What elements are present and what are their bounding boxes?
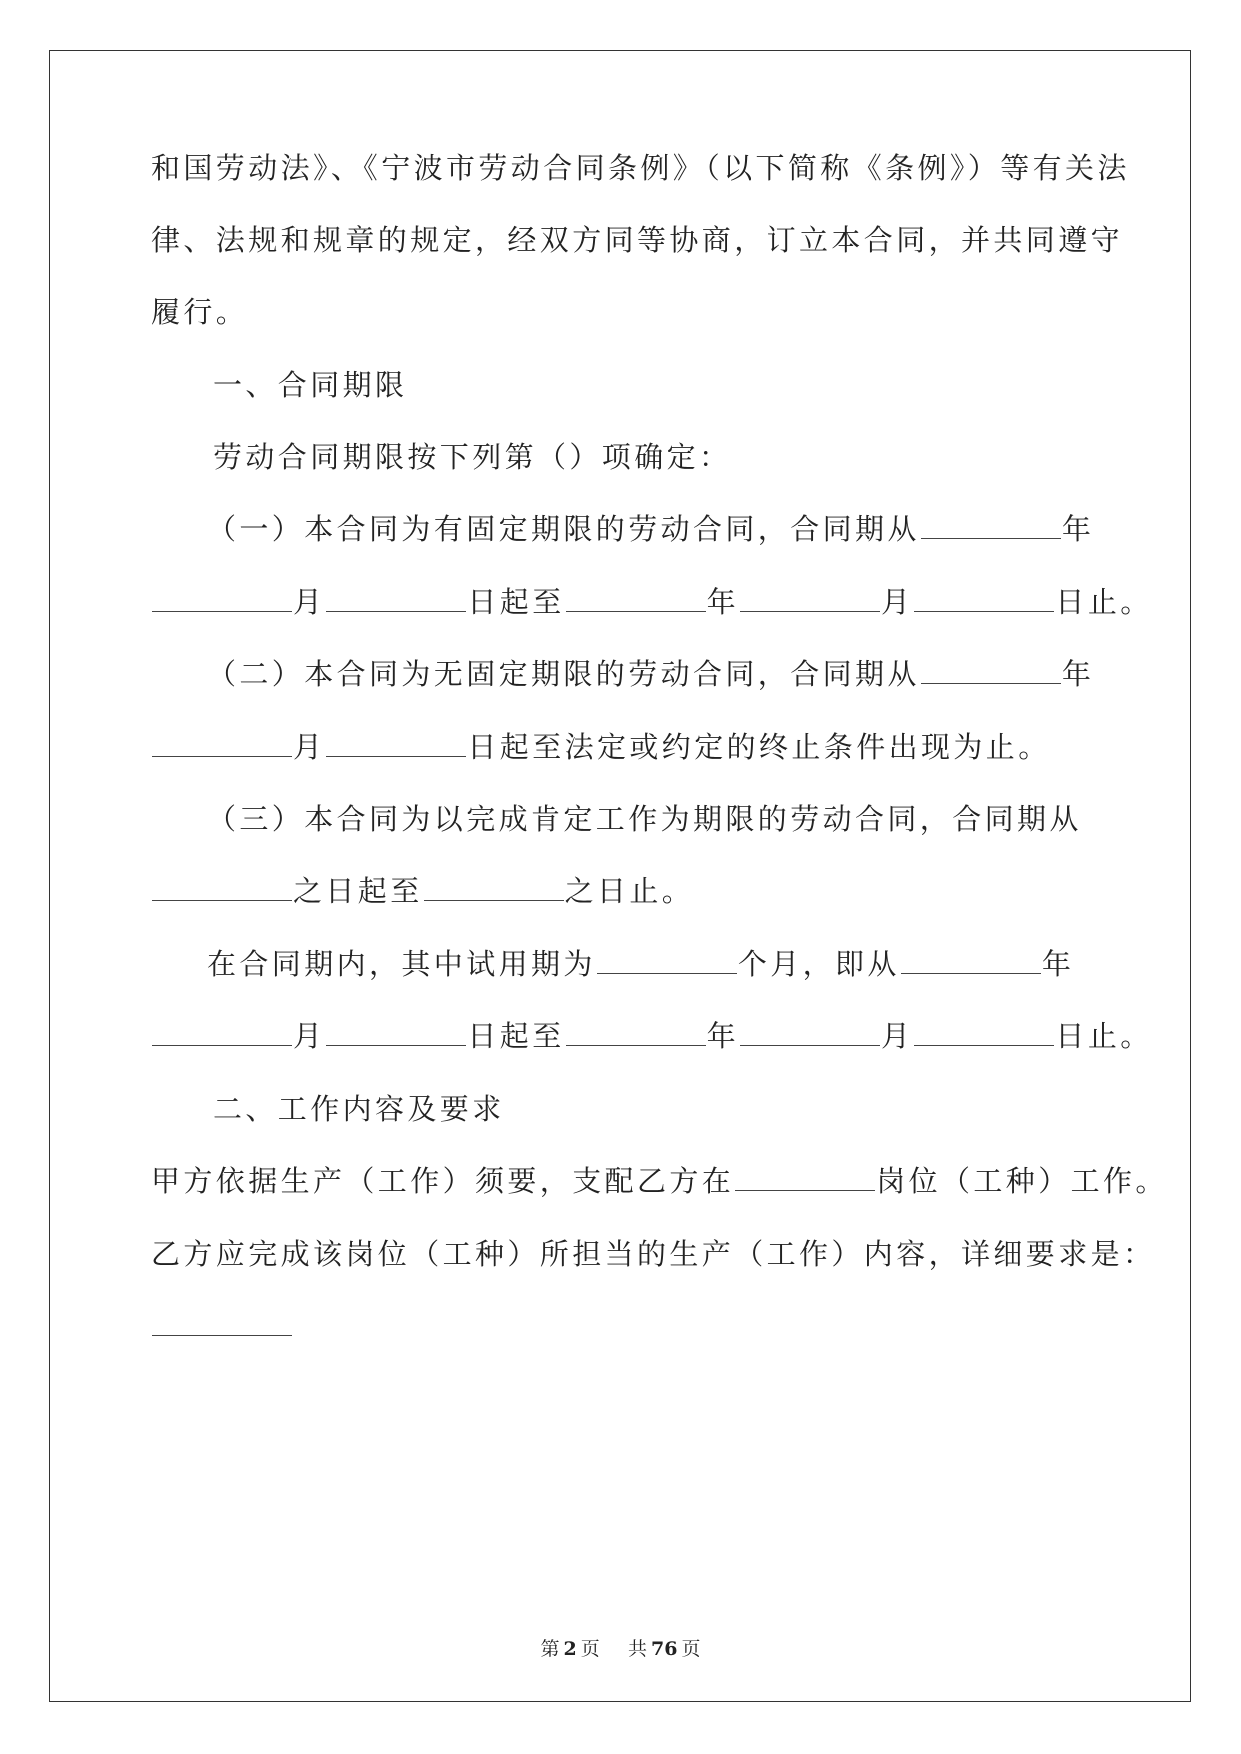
probation-text: 个月，即从 [737, 947, 900, 981]
paragraph-line: 律、法规和规章的规定，经双方同等协商，订立本合同，并共同遵守 [151, 223, 1124, 257]
fill-blank [152, 1044, 292, 1046]
total-pages: 76 [650, 1638, 678, 1660]
fill-blank [914, 1044, 1054, 1046]
footer-text: 第 [540, 1638, 560, 1660]
fill-blank [152, 1334, 292, 1336]
term-option-1 [207, 509, 1094, 549]
work-text: 岗位（工种）工作。 [876, 1164, 1168, 1198]
fill-blank [566, 1044, 706, 1046]
fill-blank [152, 755, 292, 757]
date-text: 月 [293, 1019, 326, 1053]
section-heading-work: 二、工作内容及要求 [213, 1092, 505, 1126]
probation-line [207, 944, 1074, 984]
fill-blank [921, 537, 1061, 539]
date-text: 年 [706, 1019, 740, 1053]
fill-blank [740, 610, 880, 612]
fill-blank [740, 1044, 880, 1046]
date-text: 日止。 [1055, 585, 1153, 619]
date-text: 日起至法定或约定的终止条件出现为止。 [467, 730, 1051, 764]
date-range-line [151, 727, 1051, 767]
footer-text: 页 [580, 1638, 600, 1660]
date-text: 之日止。 [564, 874, 695, 908]
fill-blank [326, 610, 466, 612]
date-range-line [151, 582, 1153, 622]
date-range-line [151, 871, 694, 911]
date-text: 月 [881, 1019, 914, 1053]
footer-text: 共 [627, 1638, 647, 1660]
date-text: 之日起至 [293, 874, 423, 908]
fill-blank [424, 899, 564, 901]
fill-blank [152, 610, 292, 612]
date-text: 月 [881, 585, 914, 619]
fill-blank [597, 972, 737, 974]
paragraph-line: 劳动合同期限按下列第（）项确定： [213, 440, 732, 474]
option-text: 年 [1061, 512, 1095, 546]
paragraph-line: 和国劳动法》、《宁波市劳动合同条例》（以下简称《条例》）等有关法 [151, 151, 1130, 185]
footer-text: 页 [681, 1638, 701, 1660]
date-text: 日止。 [1055, 1019, 1153, 1053]
fill-blank-line [151, 1306, 293, 1346]
option-text: （一）本合同为有固定期限的劳动合同，合同期从 [207, 512, 920, 546]
option-text: （二）本合同为无固定期限的劳动合同，合同期从 [207, 657, 920, 691]
fill-blank [735, 1189, 875, 1191]
date-text: 月 [293, 585, 326, 619]
fill-blank [326, 1044, 466, 1046]
probation-text: 在合同期内，其中试用期为 [207, 947, 596, 981]
fill-blank [901, 972, 1041, 974]
date-text: 日起至 [467, 1019, 565, 1053]
work-text: 甲方依据生产（工作）须要，支配乙方在 [151, 1164, 735, 1198]
page-number: 2 [563, 1638, 577, 1660]
paragraph-line [151, 1161, 1168, 1201]
page-footer [0, 1634, 1241, 1661]
term-option-2 [207, 654, 1094, 694]
paragraph-line: 乙方应完成该岗位（工种）所担当的生产（工作）内容，详细要求是： [151, 1237, 1156, 1271]
date-text: 年 [706, 585, 740, 619]
date-text: 日起至 [467, 585, 565, 619]
fill-blank [326, 755, 466, 757]
fill-blank [152, 899, 292, 901]
option-text: 年 [1061, 657, 1095, 691]
date-text: 月 [293, 730, 326, 764]
term-option-3: （三）本合同为以完成肯定工作为期限的劳动合同，合同期从 [207, 802, 1082, 836]
section-heading-term: 一、合同期限 [213, 368, 408, 402]
fill-blank [566, 610, 706, 612]
date-range-line [151, 1016, 1153, 1056]
probation-text: 年 [1041, 947, 1075, 981]
fill-blank [921, 682, 1061, 684]
fill-blank [914, 610, 1054, 612]
paragraph-line: 履行。 [151, 295, 249, 329]
